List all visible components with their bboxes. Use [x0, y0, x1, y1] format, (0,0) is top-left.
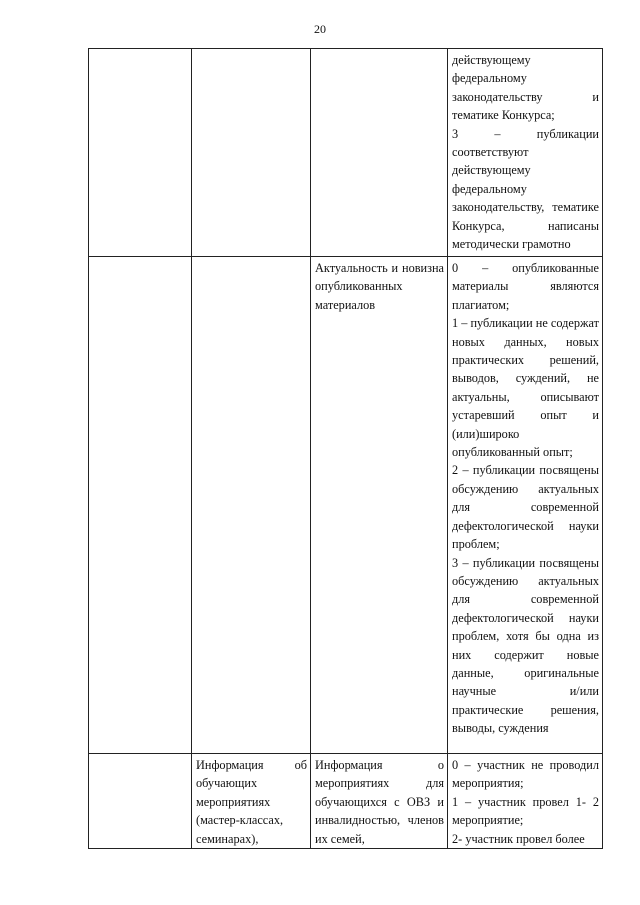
indicator-text: Информация об обучающих мероприятиях (мастер-классах, семинарах),: [196, 758, 307, 846]
table-cell-col1: [89, 754, 192, 849]
criteria-table: [88, 48, 603, 849]
table-cell-criterion: [311, 754, 448, 849]
table-cell-indicator: [192, 754, 311, 849]
score-description: 0 – участник не проводил мероприятия;: [452, 758, 599, 791]
criterion-text: Информация о мероприятиях для обучающихся с ОВЗ и инвалидностью, членов их семей,: [315, 758, 444, 846]
criterion-text: Актуальность и новизна опубликованных материалов: [315, 261, 444, 312]
score-description: 1 – публикации не содержат новых данных, новых практических решений, выводов, суждений, не актуальны, описывают устаревший опыт и (или)широко опубликованный опыт;: [452, 316, 599, 460]
table-cell-col2: [192, 257, 311, 754]
table-row: [89, 754, 603, 849]
table-row: [89, 49, 603, 257]
score-description: 2 – публикации посвящены обсуждению актуальных для современной дефектологической науки проблем;: [452, 463, 599, 552]
score-description: 1 – участник провел 1- 2 мероприятие;: [452, 794, 599, 828]
score-description: действующему федеральному законодательству и тематике Конкурса;: [452, 53, 599, 123]
score-description: 2- участник провел более: [452, 831, 585, 846]
table-cell-score-description: [448, 754, 603, 849]
table-cell-col1: [89, 49, 192, 257]
table-cell-score-description: [448, 257, 603, 754]
score-description: 3 – публикации посвящены обсуждению актуальных для современной дефектологической науки проблем, хотя бы одна из них содержит новые данные, оригинальные научные и/или практические решения, выводы, суждения: [452, 555, 599, 736]
table-cell-criterion: [311, 257, 448, 754]
score-description: 0 – опубликованные материалы являются плагиатом;: [452, 261, 599, 312]
table-cell-col1: [89, 257, 192, 754]
table-cell-col3: [311, 49, 448, 257]
table-cell-score-description: [448, 49, 603, 257]
table-cell-col2: [192, 49, 311, 257]
page-number: 20: [314, 22, 326, 36]
score-description: 3 – публикации соответствуют действующему федеральному законодательству, тематике Конкурса, написаны методически грамотно: [452, 126, 599, 252]
table-row: [89, 257, 603, 754]
